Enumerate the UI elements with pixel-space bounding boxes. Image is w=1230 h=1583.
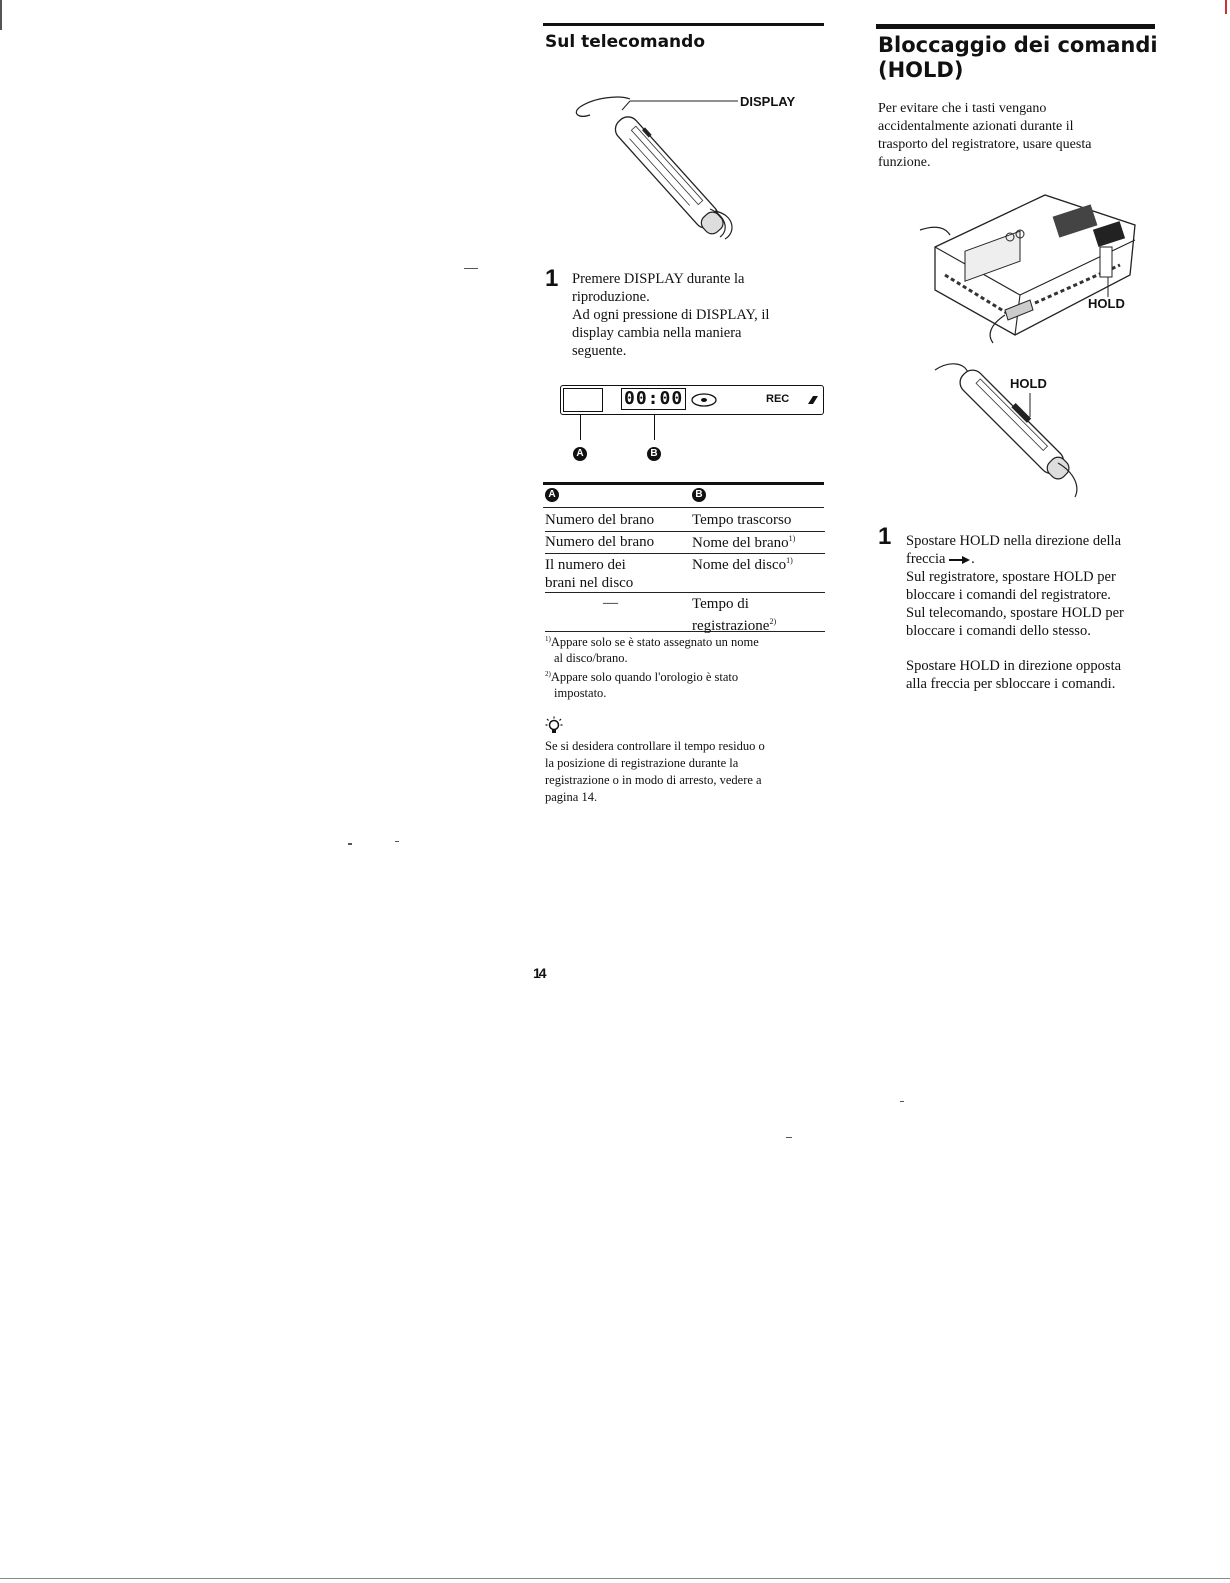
page-number: 14 xyxy=(533,965,545,981)
scan-artifact xyxy=(900,1101,904,1102)
table-top-rule xyxy=(543,482,824,485)
display-modes-table xyxy=(545,510,825,632)
text-line-with-arrow: freccia . xyxy=(906,551,975,567)
lcd-time-digits: 00:00 xyxy=(621,388,686,410)
cell-text: Tempo di registrazione xyxy=(692,596,770,634)
footnote xyxy=(545,631,825,650)
display-callout-label: DISPLAY xyxy=(740,94,796,109)
tip-text xyxy=(545,738,830,806)
text-fragment: freccia xyxy=(906,551,946,567)
right-heading-rule xyxy=(876,24,1155,29)
hold-intro-text xyxy=(878,100,1153,172)
text-line: Ad ogni pressione di DISPLAY, il xyxy=(572,307,770,323)
footnote-ref: 1) xyxy=(786,556,793,565)
text-line: seguente. xyxy=(572,343,627,359)
heading-line: Bloccaggio dei comandi xyxy=(878,33,1158,57)
marker-a-badge: A xyxy=(573,447,587,461)
table-cell-b xyxy=(692,534,795,552)
table-cell-a: — xyxy=(603,595,618,611)
footnote-continuation: al disco/brano. xyxy=(554,651,628,666)
table-cell-a: Il numero dei brani nel disco xyxy=(545,557,634,591)
right-step-text xyxy=(906,532,1161,693)
left-step-text xyxy=(572,270,812,360)
scan-artifact xyxy=(348,843,352,845)
text-line: Se si desidera controllare il tempo residuo o xyxy=(545,739,765,753)
marker-b-badge: B xyxy=(647,447,661,461)
section-heading-hold xyxy=(878,33,1158,83)
scan-artifact xyxy=(786,1137,792,1138)
text-line: pagina 14. xyxy=(545,790,598,804)
scan-artifact xyxy=(395,841,399,842)
table-header-a: A xyxy=(545,488,559,502)
scan-artifact xyxy=(1225,0,1227,14)
table-cell-b xyxy=(692,556,793,574)
left-heading-rule xyxy=(543,23,824,26)
table-row xyxy=(545,510,825,532)
footnote-mark: 2) xyxy=(545,670,551,679)
table-cell-b: Tempo trascorso xyxy=(692,512,792,528)
left-step-number: 1 xyxy=(545,265,559,292)
cell-text: Nome del brano xyxy=(692,535,789,551)
lcd-leader-a xyxy=(580,415,581,440)
text-line: Per evitare che i tasti vengano xyxy=(878,101,1047,116)
footnotes xyxy=(545,631,825,701)
battery-icon xyxy=(807,395,819,405)
text-line: bloccare i comandi del registratore. xyxy=(906,587,1111,603)
text-line: Spostare HOLD in direzione opposta xyxy=(906,658,1122,674)
tip-lightbulb-icon xyxy=(545,716,563,736)
recorder-illustration xyxy=(905,185,1145,345)
text-line: funzione. xyxy=(878,155,931,170)
text-line: la posizione di registrazione durante la xyxy=(545,756,739,770)
footnote-ref: 1) xyxy=(788,534,796,543)
text-line: Premere DISPLAY durante la xyxy=(572,271,745,287)
lcd-rec-label: REC xyxy=(766,393,790,405)
footnote-text: Appare solo quando l'orologio è stato xyxy=(550,670,739,685)
scan-artifact xyxy=(464,268,478,269)
hold-callout-remote: HOLD xyxy=(1010,376,1047,391)
lcd-segment-a xyxy=(563,388,603,412)
hold-callout-recorder: HOLD xyxy=(1088,296,1125,311)
footnote-text: Appare solo se è stato assegnato un nome xyxy=(550,635,759,650)
text-line: display cambia nella maniera xyxy=(572,325,742,341)
text-line: riproduzione. xyxy=(572,289,650,305)
lcd-display xyxy=(560,385,824,415)
footnote-ref: 2) xyxy=(769,617,777,626)
table-cell-b xyxy=(692,595,822,635)
footnote-mark: 1) xyxy=(545,635,551,643)
right-arrow-icon xyxy=(949,556,971,564)
text-line: registrazione o in modo di arresto, vedere a xyxy=(545,773,762,787)
remote-display-illustration xyxy=(560,85,810,245)
table-header-rule xyxy=(543,507,824,508)
table-cell-a: Numero del brano xyxy=(545,512,655,528)
text-line: Sul registratore, spostare HOLD per xyxy=(906,569,1116,585)
text-line: accidentalmente azionati durante il xyxy=(878,119,1074,134)
cell-text: Nome del disco xyxy=(692,557,787,573)
text-line: alla freccia per sbloccare i comandi. xyxy=(906,676,1116,692)
table-row xyxy=(545,593,825,632)
footnote xyxy=(545,666,825,685)
table-cell-a: Numero del brano xyxy=(545,534,655,550)
text-line: trasporto del registratore, usare questa xyxy=(878,137,1092,152)
text-line: bloccare i comandi dello stesso. xyxy=(906,623,1091,639)
scan-artifact xyxy=(0,0,2,30)
text-line: Sul telecomando, spostare HOLD per xyxy=(906,605,1124,621)
table-row xyxy=(545,532,825,554)
text-line: Spostare HOLD nella direzione della xyxy=(906,533,1122,549)
footnote-continuation: impostato. xyxy=(554,686,607,701)
right-step-number: 1 xyxy=(878,523,892,550)
scan-artifact xyxy=(0,1578,1230,1579)
table-header-b: B xyxy=(692,488,706,502)
lcd-leader-b xyxy=(654,415,655,440)
section-heading-remote: Sul telecomando xyxy=(545,32,705,52)
table-row xyxy=(545,554,825,593)
heading-line: (HOLD) xyxy=(878,58,964,82)
disc-icon xyxy=(689,390,719,410)
